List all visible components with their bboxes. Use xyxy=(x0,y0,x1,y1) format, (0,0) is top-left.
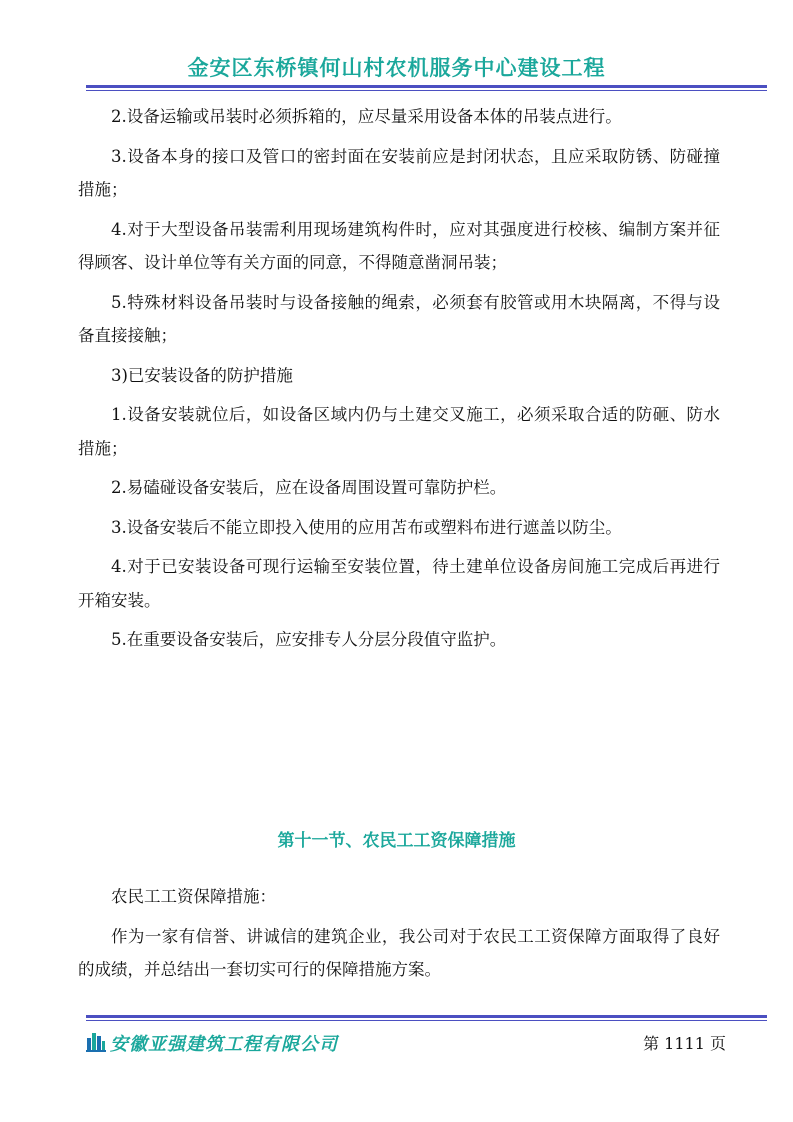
page-number: 第 1111 页 xyxy=(643,1034,726,1053)
paragraph: 1.设备安装就位后，如设备区域内仍与土建交叉施工，必须采取合适的防砸、防水措施； xyxy=(78,405,720,458)
paragraph: 3.设备安装后不能立即投入使用的应用苫布或塑料布进行遮盖以防尘。 xyxy=(111,517,622,537)
footer-rule xyxy=(86,1015,767,1021)
company-name: 安徽亚强建筑工程有限公司 xyxy=(110,1034,338,1055)
section-body xyxy=(78,880,720,993)
page-footer xyxy=(86,1030,726,1056)
building-logo-icon xyxy=(86,1030,106,1052)
paragraph: 2.设备运输或吊装时必须拆箱的，应尽量采用设备本体的吊装点进行。 xyxy=(111,107,622,126)
section-heading: 第十一节、农民工工资保障措施 xyxy=(277,831,516,851)
paragraph: 作为一家有信誉、讲诚信的建筑企业，我公司对于农民工工资保障方面取得了良好的成绩，并总结出一套切实可行的保障措施方案。 xyxy=(78,926,720,979)
paragraph: 农民工工资保障措施： xyxy=(111,887,276,906)
paragraph: 4.对于已安装设备可现行运输至安装位置，待土建单位设备房间施工完成后再进行开箱安装。 xyxy=(78,557,720,610)
paragraph: 5.在重要设备安装后，应安排专人分层分段值守监护。 xyxy=(111,630,507,649)
paragraph: 5.特殊材料设备吊装时与设备接触的绳索，必须套有胶管或用木块隔离，不得与设备直接接触； xyxy=(78,292,720,345)
page-header-title: 金安区东桥镇何山村农机服务中心建设工程 xyxy=(187,56,606,80)
paragraph: 3)已安装设备的防护措施 xyxy=(111,365,293,385)
paragraph: 2.易磕碰设备安装后，应在设备周围设置可靠防护栏。 xyxy=(111,478,507,497)
paragraph: 3.设备本身的接口及管口的密封面在安装前应是封闭状态，且应采取防锈、防碰撞措施； xyxy=(78,146,720,199)
paragraph: 4.对于大型设备吊装需利用现场建筑构件时，应对其强度进行校核、编制方案并征得顾客、设计单位等有关方面的同意，不得随意凿洞吊装； xyxy=(78,219,720,272)
header-rule xyxy=(86,85,767,91)
body-text xyxy=(78,100,720,663)
